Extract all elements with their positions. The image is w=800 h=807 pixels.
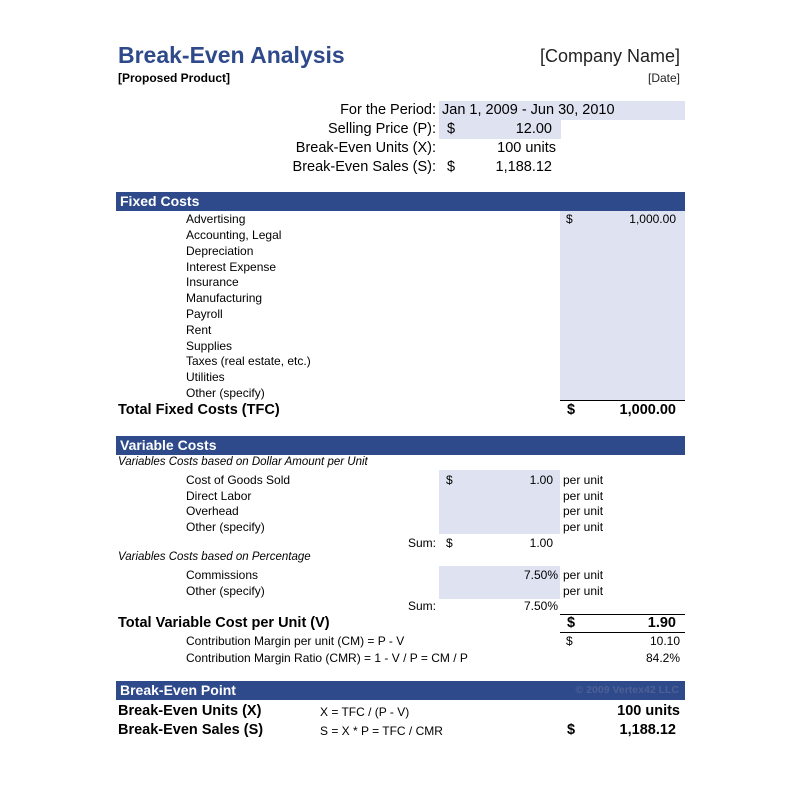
be-units-value: 100 units: [617, 703, 680, 719]
copyright-credit: © 2009 Vertex42 LLC: [575, 684, 679, 696]
dollar-sum-label: Sum:: [407, 536, 436, 550]
total-fixed-value: 1,000.00: [619, 402, 676, 418]
total-fixed-costs-label: Total Fixed Costs (TFC): [118, 402, 280, 418]
be-sales-value: 1,188.12: [619, 722, 676, 738]
sales-value: 1,188.12: [495, 159, 552, 175]
dollar-sum-value: 1.00: [529, 536, 553, 550]
cmr-value: 84.2%: [645, 651, 680, 665]
be-sales-formula: S = X * P = TFC / CMR: [320, 724, 443, 738]
be-units-label: Break-Even Units (X): [118, 703, 262, 719]
page-title: Break-Even Analysis: [118, 42, 345, 68]
pct-sum-value: 7.50%: [523, 599, 558, 613]
advertising-currency: $: [566, 212, 573, 226]
pct-item: Commissions: [186, 568, 259, 582]
fixed-costs-input-column[interactable]: [560, 211, 685, 400]
dollar-item: Direct Labor: [186, 489, 252, 503]
fixed-item: Rent: [186, 323, 212, 337]
be-units-formula: X = TFC / (P - V): [320, 705, 410, 719]
company-name[interactable]: [Company Name]: [539, 46, 680, 66]
dollar-item: Overhead: [186, 504, 239, 518]
sales-label: Break-Even Sales (S):: [292, 159, 436, 175]
fixed-item: Advertising: [186, 212, 246, 226]
total-variable-cost-label: Total Variable Cost per Unit (V): [118, 615, 330, 631]
units-label: Break-Even Units (X):: [295, 140, 436, 156]
per-unit-label: per unit: [563, 489, 604, 503]
commissions-value[interactable]: 7.50%: [523, 568, 558, 582]
be-sales-label: Break-Even Sales (S): [118, 722, 264, 738]
contribution-margin-label: Contribution Margin per unit (CM) = P - V: [186, 634, 405, 648]
per-unit-label: per unit: [563, 520, 604, 534]
dollar-costs-heading: Variables Costs based on Dollar Amount per Unit: [118, 456, 368, 468]
fixed-item: Interest Expense: [186, 260, 277, 274]
fixed-item: Utilities: [186, 370, 225, 384]
advertising-value[interactable]: 1,000.00: [629, 212, 676, 226]
break-even-header: [116, 681, 685, 700]
contribution-margin-ratio-label: Contribution Margin Ratio (CMR) = 1 - V / P = CM / P: [186, 651, 468, 665]
pct-item: Other (specify): [186, 584, 265, 598]
period-value[interactable]: Jan 1, 2009 - Jun 30, 2010: [442, 102, 615, 118]
cogs-value[interactable]: 1.00: [529, 473, 553, 487]
fixed-item: Insurance: [186, 275, 239, 289]
fixed-total-rule: [560, 400, 685, 401]
period-label: For the Period:: [340, 102, 436, 118]
product-name[interactable]: [Proposed Product]: [118, 71, 231, 85]
units-value: 100 units: [497, 140, 556, 156]
price-label: Selling Price (P):: [328, 121, 436, 137]
pct-costs-heading: Variables Costs based on Percentage: [118, 551, 311, 563]
cm-value: 10.10: [649, 634, 680, 648]
dollar-item: Cost of Goods Sold: [186, 473, 291, 487]
fixed-item: Depreciation: [186, 244, 254, 258]
fixed-costs-heading: Fixed Costs: [120, 193, 200, 209]
pct-sum-label: Sum:: [407, 599, 436, 613]
be-sales-currency: $: [567, 722, 576, 738]
total-variable-currency: $: [567, 615, 576, 631]
variable-total-underline: [560, 632, 685, 633]
total-fixed-currency: $: [567, 402, 576, 418]
fixed-item: Manufacturing: [186, 291, 263, 305]
fixed-item: Accounting, Legal: [186, 228, 282, 242]
cm-currency: $: [566, 634, 573, 648]
price-currency: $: [447, 121, 456, 137]
variable-costs-header: [116, 436, 685, 455]
fixed-item: Other (specify): [186, 386, 265, 400]
fixed-item: Supplies: [186, 339, 233, 353]
fixed-costs-header: [116, 192, 685, 211]
price-value[interactable]: 12.00: [515, 121, 552, 137]
fixed-item: Payroll: [186, 307, 223, 321]
dollar-item: Other (specify): [186, 520, 265, 534]
per-unit-label: per unit: [563, 584, 604, 598]
date-field[interactable]: [Date]: [647, 71, 680, 85]
cogs-currency: $: [446, 473, 453, 487]
dollar-sum-currency: $: [446, 536, 453, 550]
variable-costs-heading: Variable Costs: [120, 437, 217, 453]
per-unit-label: per unit: [563, 504, 604, 518]
total-variable-value: 1.90: [647, 615, 676, 631]
per-unit-label: per unit: [563, 473, 604, 487]
fixed-item: Taxes (real estate, etc.): [186, 354, 311, 368]
sales-currency: $: [447, 159, 456, 175]
per-unit-label: per unit: [563, 568, 604, 582]
break-even-heading: Break-Even Point: [120, 682, 236, 698]
